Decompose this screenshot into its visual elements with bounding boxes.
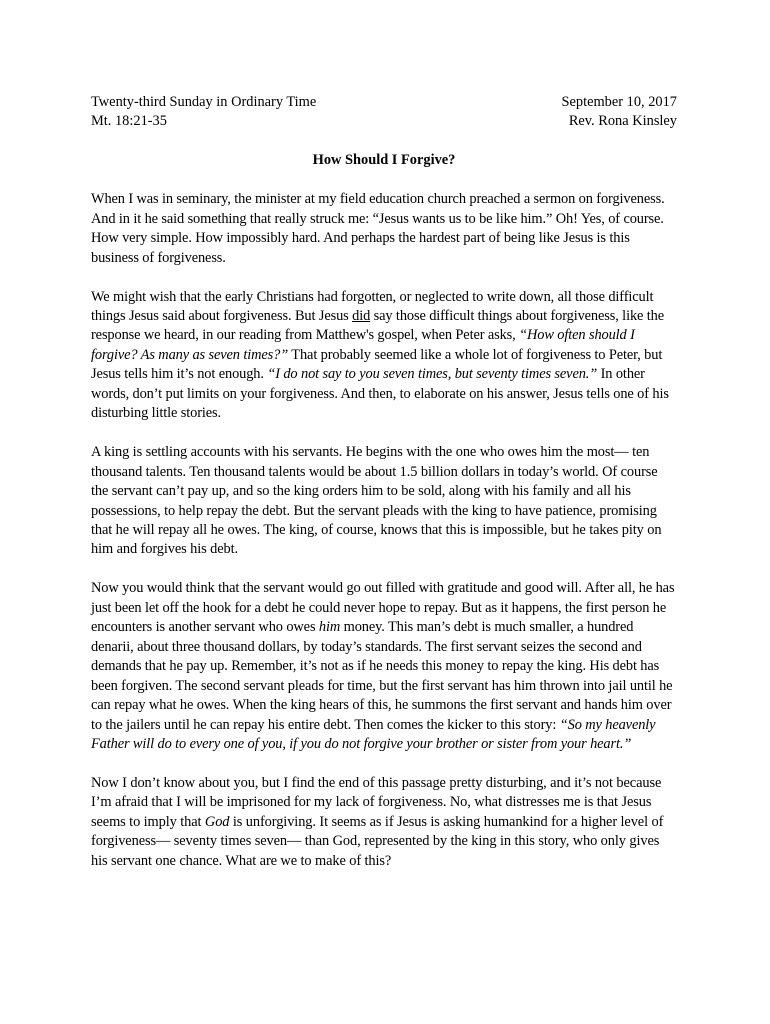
paragraph-3-text: A king is settling accounts with his servants. He begins with the one who owes him the most— ten thousand talents. Ten thousand talents would be about 1.5 billion dollars in today’s world. Of course the servant can’t pay up, and so the king orders him to be sold, along with his family and all his possessions, to help repay the debt. But the servant pleads with the king to have patience, promising that he will repay all he owes. The king, of course, knows that this is impossible, but he takes pity on him and forgives his debt.: [91, 444, 662, 558]
kicker-quote: “So my heavenly Father will do to every one of you, if you do not forgive your brother or sister from your heart.”: [91, 716, 656, 752]
italic-emphasis-god: God: [204, 813, 230, 830]
paragraph-2: [91, 288, 677, 424]
paragraph-3: [91, 443, 677, 560]
author-name: Rev. Rona Kinsley: [568, 113, 677, 130]
paragraph-5-text-a: Now I don’t know about you, but I find the end of this passage pretty disturbing, and it’s not because I’m afraid that I will be imprisoned for my lack of forgiveness. No, what distresses me is that Jesus seems to imply that: [91, 774, 662, 830]
scripture-reference: Mt. 18:21-35: [91, 113, 167, 130]
paragraph-4: [91, 579, 677, 754]
liturgical-date: Twenty-third Sunday in Ordinary Time: [91, 94, 317, 110]
jesus-quote: “I do not say to you seven times, but seventy times seven.”: [267, 366, 598, 383]
paragraph-5-text-b: is unforgiving. It seems as if Jesus is asking humankind for a higher level of forgiveness— seventy times seven— than God, represented by the king in this story, who only gives his servant one chance. What are we to make of this?: [91, 813, 664, 869]
paragraph-2-text-c: That probably seemed like a whole lot of forgiveness to Peter, but Jesus tells him it’s not enough.: [91, 346, 663, 383]
paragraph-4-text-a: Now you would think that the servant would go out filled with gratitude and good will. After all, he has just been let off the hook for a debt he could never hope to repay. But as it happens, the first person he encounters is another servant who owes: [91, 580, 675, 636]
header-row-2: [91, 112, 677, 131]
paragraph-2-text-a: We might wish that the early Christians had forgotten, or neglected to write down, all those difficult things Jesus said about forgiveness. But Jesus: [91, 288, 654, 325]
paragraph-2-text-d: In other words, don’t put limits on your forgiveness. And then, to elaborate on his answer, Jesus tells one of his disturbing little stories.: [91, 366, 669, 422]
peter-quote: “How often should I forgive? As many as seven times?”: [91, 327, 635, 363]
paragraph-5: [91, 774, 677, 871]
sermon-page: [91, 93, 677, 891]
paragraph-4-text-b: money. This man’s debt is much smaller, a hundred denarii, about three thousand dollars, by today’s standards. The first servant seizes the second and demands that he pay up. Remember, it’s not as if he needs this money to repay the king. His debt has been forgiven. The second servant pleads for time, but the first servant has him thrown into jail until he can repay what he owes. When the king hears of this, he summons the first servant and hands him over to the jailers until he can repay his entire debt. Then comes the kicker to this story:: [91, 619, 673, 733]
paragraph-2-text-b: say those difficult things about forgiveness, like the response we heard, in our reading from Matthew's gospel, when Peter asks,: [91, 308, 664, 344]
paragraph-1: [91, 190, 677, 268]
underlined-emphasis: did: [352, 308, 371, 325]
sermon-title: How Should I Forgive?: [312, 151, 456, 168]
sermon-date: September 10, 2017: [561, 94, 677, 110]
paragraph-1-text: When I was in seminary, the minister at my field education church preached a sermon on forgiveness. And in it he said something that really struck me: “Jesus wants us to be like him.” Oh! Yes, of course. How very simple. How impossibly hard. And perhaps the hardest part of being like Jesus is this business of forgiveness.: [91, 191, 665, 266]
header-row-1: [91, 93, 677, 112]
italic-emphasis-him: him: [318, 619, 341, 636]
